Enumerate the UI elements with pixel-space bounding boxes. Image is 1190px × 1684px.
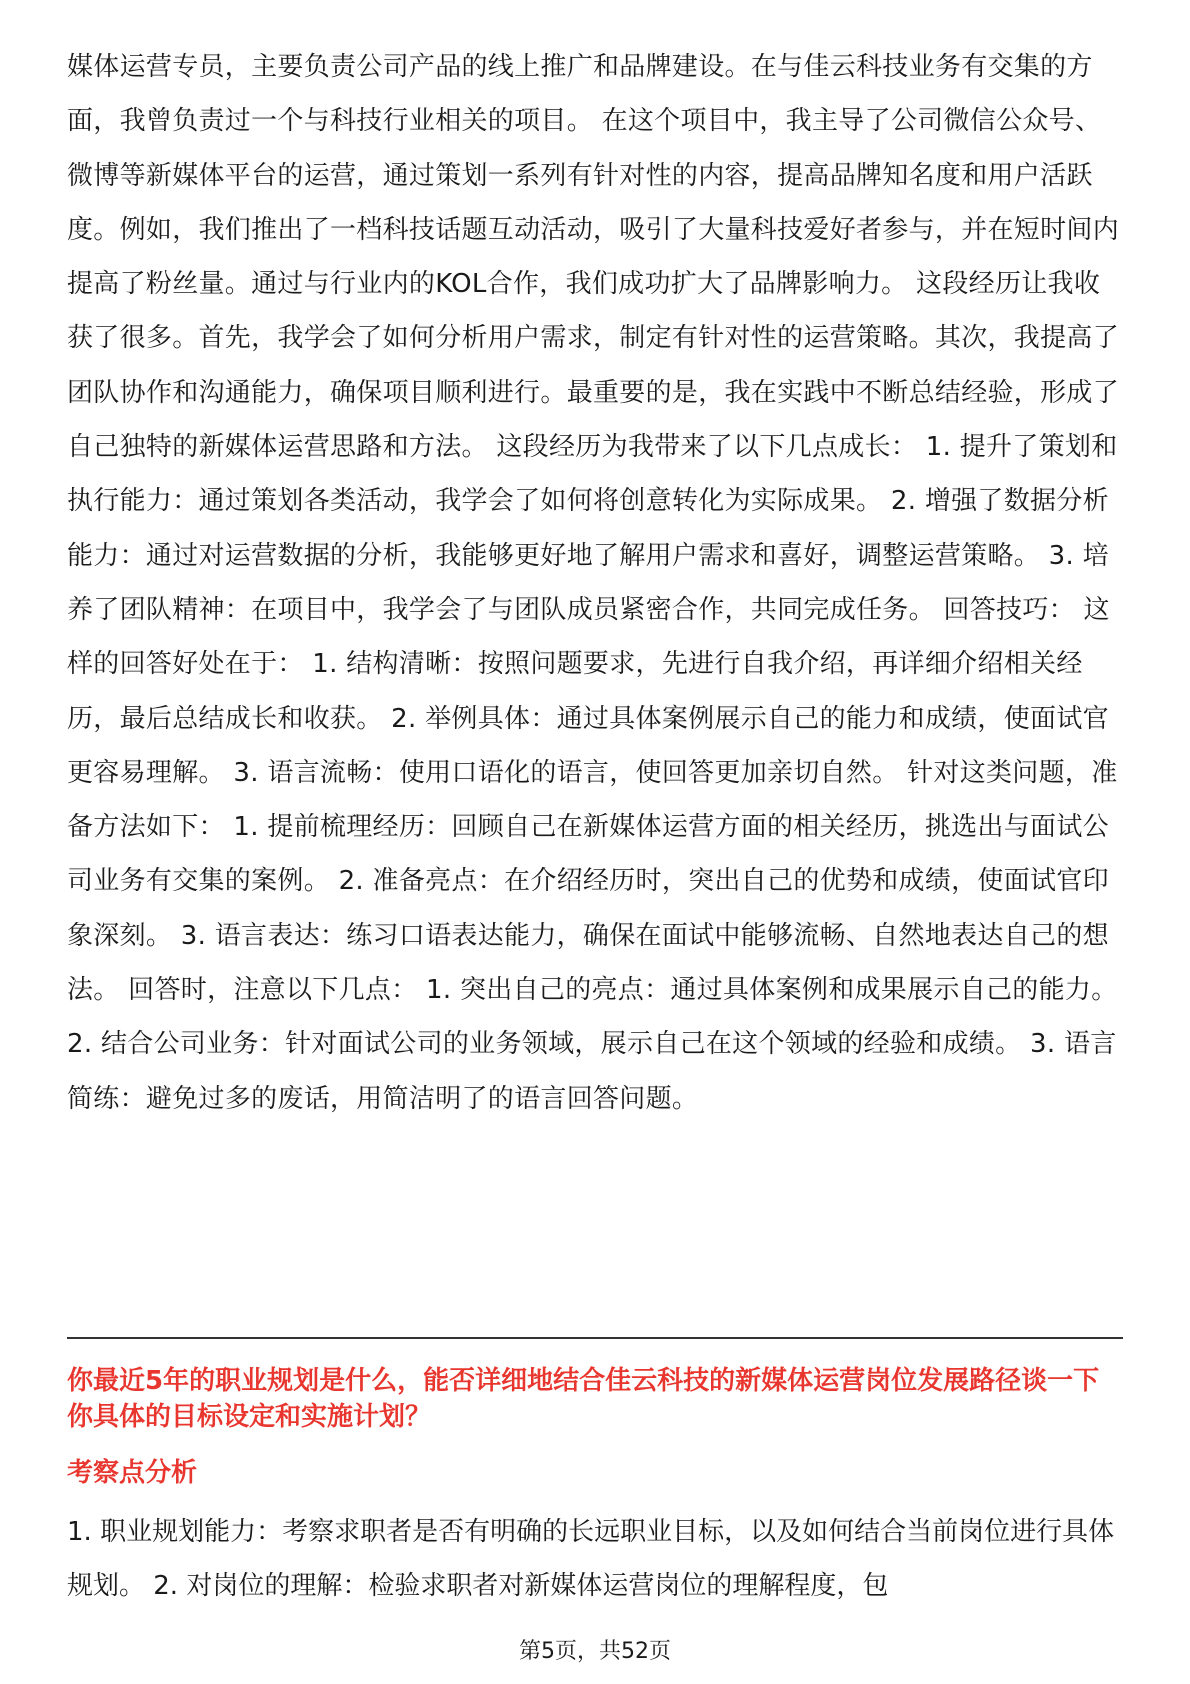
interview-question: 你最近5年的职业规划是什么，能否详细地结合佳云科技的新媒体运营岗位发展路径谈一下你具体的目标设定和实施计划？ [67, 1366, 1100, 1432]
answer-paragraph: 媒体运营专员，主要负责公司产品的线上推广和品牌建设。在与佳云科技业务有交集的方面，我曾负责过一个与科技行业相关的项目。 在这个项目中，我主导了公司微信公众号、微博等新媒体平台的运营，通过策划一系列有针对性的内容，提高品牌知名度和用户活跃度。例如，我们推出了一档科技话题互动活动，吸引了大量科技爱好者参与，并在短时间内提高了粉丝量。通过与行业内的KOL合作，我们成功扩大了品牌影响力。 这段经历让我收获了很多。首先，我学会了如何分析用户需求，制定有针对性的运营策略。其次，我提高了团队协作和沟通能力，确保项目顺利进行。最重要的是，我在实践中不断总结经验，形成了自己独特的新媒体运营思路和方法。 这段经历为我带来了以下几点成长： 1. 提升了策划和执行能力：通过策划各类活动，我学会了如何将创意转化为实际成果。 2. 增强了数据分析能力：通过对运营数据的分析，我能够更好地了解用户需求和喜好，调整运营策略。 3. 培养了团队精神：在项目中，我学会了与团队成员紧密合作，共同完成任务。 回答技巧： 这样的回答好处在于： 1. 结构清晰：按照问题要求，先进行自我介绍，再详细介绍相关经历，最后总结成长和收获。 2. 举例具体：通过具体案例展示自己的能力和成绩，使面试官更容易理解。 3. 语言流畅：使用口语化的语言，使回答更加亲切自然。 针对这类问题，准备方法如下： 1. 提前梳理经历：回顾自己在新媒体运营方面的相关经历，挑选出与面试公司业务有交集的案例。 2. 准备亮点：在介绍经历时，突出自己的优势和成绩，使面试官印象深刻。 3. 语言表达：练习口语表达能力，确保在面试中能够流畅、自然地表达自己的想法。 回答时，注意以下几点： 1. 突出自己的亮点：通过具体案例和成果展示自己的能力。 2. 结合公司业务：针对面试公司的业务领域，展示自己在这个领域的经验和成绩。 3. 语言简练：避免过多的废话，用简洁明了的语言回答问题。 [67, 52, 1120, 1114]
analysis-paragraph: 1. 职业规划能力：考察求职者是否有明确的长远职业目标，以及如何结合当前岗位进行具体规划。 2. 对岗位的理解：检验求职者对新媒体运营岗位的理解程度，包 [67, 1517, 1115, 1601]
page-footer: 第5页，共52页 [519, 1639, 671, 1664]
section-divider [67, 1337, 1123, 1339]
document-body [67, 40, 1123, 1126]
section-heading: 考察点分析 [67, 1458, 198, 1488]
